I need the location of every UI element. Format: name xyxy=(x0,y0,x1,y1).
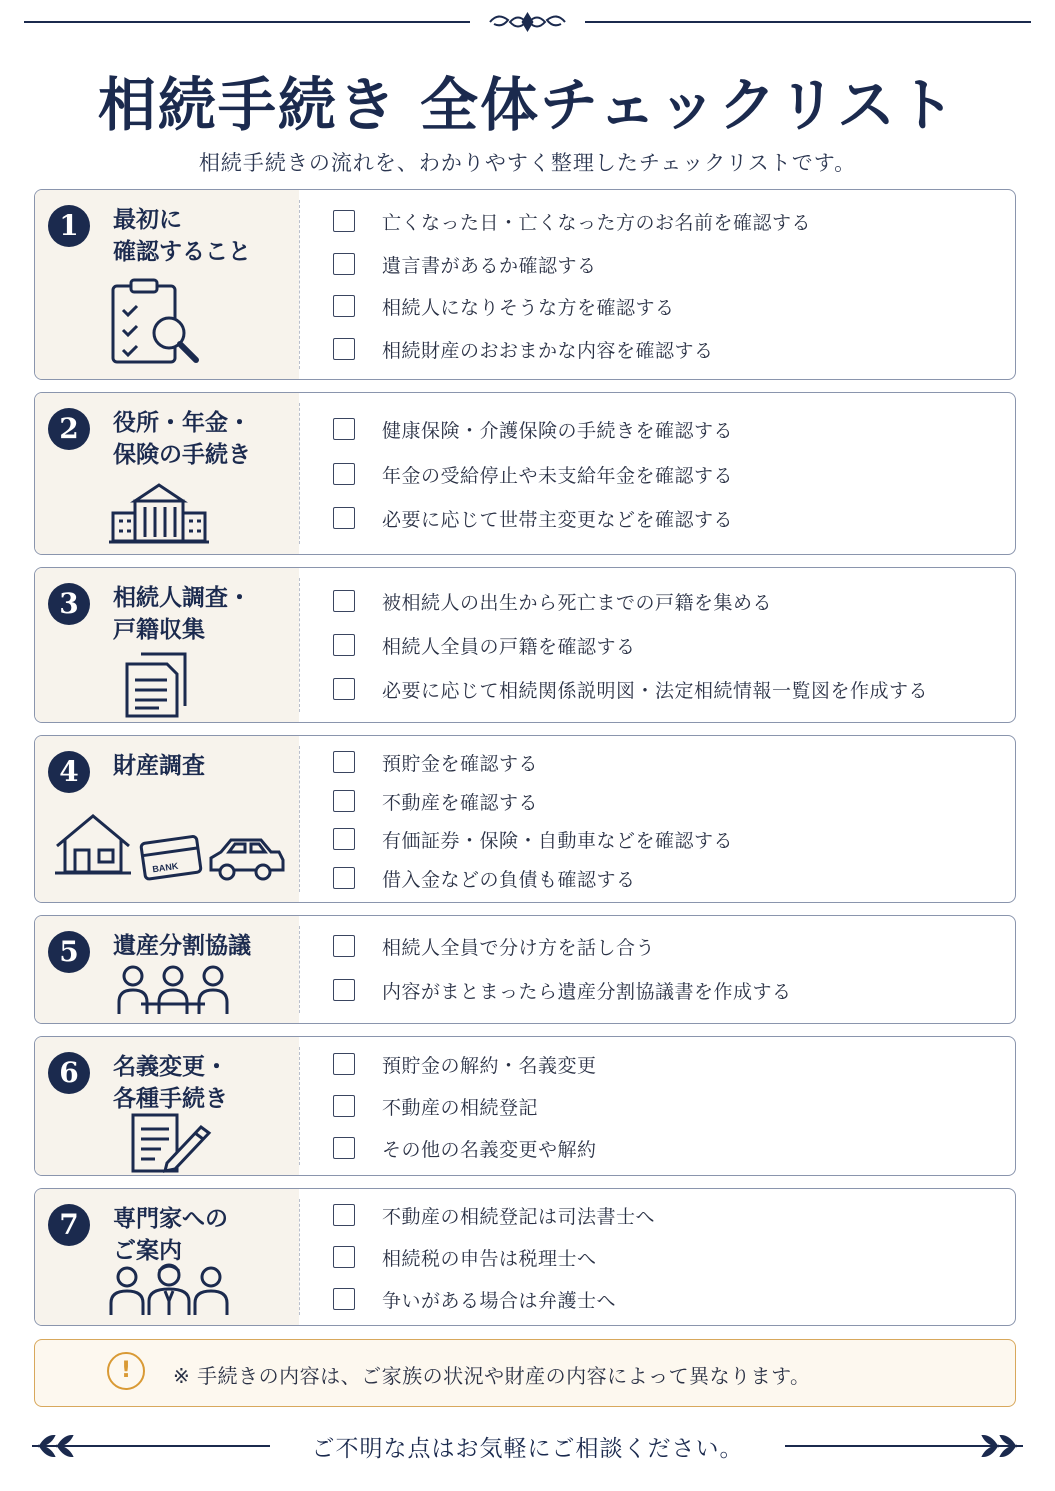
checklist-item-label: 不動産を確認する xyxy=(382,791,539,814)
notice-text: ※ 手続きの内容は、ご家族の状況や財産の内容によって異なります。 xyxy=(173,1364,811,1388)
checkbox[interactable] xyxy=(333,295,355,317)
checkbox[interactable] xyxy=(333,1053,355,1075)
checklist-item xyxy=(333,932,655,960)
checklist-item-label: 相続税の申告は税理士へ xyxy=(382,1247,597,1270)
checkbox[interactable] xyxy=(333,1204,355,1226)
section-number: 4 xyxy=(48,751,90,793)
checkbox[interactable] xyxy=(333,979,355,1001)
checklist-item-label: 必要に応じて世帯主変更などを確認する xyxy=(382,508,734,531)
section-6-name-change xyxy=(34,1036,1016,1176)
bank-card-label: BANK xyxy=(151,860,179,875)
section-3-heir-survey-koseki xyxy=(34,567,1016,723)
section-number: 6 xyxy=(48,1052,90,1094)
section-2-office-pension-insurance xyxy=(34,392,1016,555)
checklist-item xyxy=(333,1285,616,1313)
checkbox[interactable] xyxy=(333,1288,355,1310)
checklist-item-label: 相続人になりそうな方を確認する xyxy=(382,296,675,319)
section-title: 財産調査 xyxy=(113,753,205,779)
checklist-item-label: 争いがある場合は弁護士へ xyxy=(382,1289,617,1312)
checklist-item-label: 健康保険・介護保険の手続きを確認する xyxy=(382,419,734,442)
checklist-item xyxy=(333,787,538,815)
checkbox[interactable] xyxy=(333,634,355,656)
checkbox[interactable] xyxy=(333,1246,355,1268)
checklist-item xyxy=(333,460,733,488)
checkbox[interactable] xyxy=(333,790,355,812)
exclamation-icon: ! xyxy=(107,1352,145,1390)
checklist-item xyxy=(333,1243,597,1271)
checklist-item-label: 不動産の相続登記 xyxy=(382,1096,539,1119)
section-number: 1 xyxy=(48,205,90,247)
checklist-item xyxy=(333,675,928,703)
checklist-item xyxy=(333,504,733,532)
checklist-item-label: 内容がまとまったら遺産分割協議書を作成する xyxy=(382,980,792,1003)
checklist-item-label: 必要に応じて相続関係説明図・法定相続情報一覧図を作成する xyxy=(382,679,929,702)
checklist-item-label: 不動産の相続登記は司法書士へ xyxy=(382,1205,656,1228)
page-subtitle: 相続手続きの流れを、わかりやすく整理したチェックリストです。 xyxy=(198,151,857,175)
people-meeting-icon xyxy=(117,964,229,1018)
documents-icon xyxy=(123,650,193,718)
checklist-item-label: 相続人全員の戸籍を確認する xyxy=(382,635,636,658)
checkbox[interactable] xyxy=(333,418,355,440)
checkbox[interactable] xyxy=(333,210,355,232)
checklist-item xyxy=(333,1050,597,1078)
section-title: 専門家への ご案内 xyxy=(113,1206,228,1264)
section-title: 名義変更・ 各種手続き xyxy=(113,1054,228,1112)
section-1-first-checks xyxy=(34,189,1016,380)
checkbox[interactable] xyxy=(333,1095,355,1117)
checklist-item xyxy=(333,292,675,320)
checklist-item xyxy=(333,1134,597,1162)
checklist-item xyxy=(333,207,811,235)
experts-icon xyxy=(109,1263,229,1319)
checkbox[interactable] xyxy=(333,1137,355,1159)
section-title: 遺産分割協議 xyxy=(113,933,251,959)
checkbox[interactable] xyxy=(333,828,355,850)
section-number: 5 xyxy=(48,931,90,973)
checkbox[interactable] xyxy=(333,751,355,773)
checklist-item-label: 亡くなった日・亡くなった方のお名前を確認する xyxy=(382,211,812,234)
checklist-item-label: 有価証券・保険・自動車などを確認する xyxy=(382,829,734,852)
checkbox[interactable] xyxy=(333,253,355,275)
checkbox[interactable] xyxy=(333,935,355,957)
checklist-item xyxy=(333,250,597,278)
checklist-item xyxy=(333,1201,655,1229)
checkbox[interactable] xyxy=(333,867,355,889)
section-5-estate-division xyxy=(34,915,1016,1024)
clipboard-search-icon xyxy=(107,278,207,368)
document-pen-icon xyxy=(129,1113,215,1173)
page-title: 相続手続き 全体チェックリスト xyxy=(97,71,958,139)
checklist-item xyxy=(333,1092,538,1120)
checklist-item-label: 借入金などの負債も確認する xyxy=(382,868,636,891)
checklist-item-label: 年金の受給停止や未支給年金を確認する xyxy=(382,464,734,487)
section-4-asset-survey xyxy=(34,735,1016,903)
checklist-item xyxy=(333,587,772,615)
checklist-item xyxy=(333,631,636,659)
checklist-item xyxy=(333,976,792,1004)
checklist-item-label: 相続人全員で分け方を話し合う xyxy=(382,936,656,959)
checklist-item xyxy=(333,748,538,776)
notice-box xyxy=(34,1339,1016,1407)
section-title: 相続人調査・ 戸籍収集 xyxy=(113,585,251,643)
checkbox[interactable] xyxy=(333,463,355,485)
checklist-item xyxy=(333,825,733,853)
checkbox[interactable] xyxy=(333,590,355,612)
checklist-item-label: その他の名義変更や解約 xyxy=(382,1138,597,1161)
checklist-item xyxy=(333,415,733,443)
checklist-item xyxy=(333,864,636,892)
checklist-item-label: 預貯金の解約・名義変更 xyxy=(382,1054,597,1077)
checklist-item-label: 被相続人の出生から死亡までの戸籍を集める xyxy=(382,591,773,614)
section-7-experts xyxy=(34,1188,1016,1326)
section-title: 最初に 確認すること xyxy=(113,207,251,265)
checklist-item-label: 相続財産のおおまかな内容を確認する xyxy=(382,339,714,362)
checkbox[interactable] xyxy=(333,678,355,700)
section-number: 7 xyxy=(48,1204,90,1246)
section-number: 3 xyxy=(48,583,90,625)
government-building-icon xyxy=(109,481,209,545)
section-title: 役所・年金・ 保険の手続き xyxy=(113,410,251,468)
checkbox[interactable] xyxy=(333,338,355,360)
top-ornament xyxy=(24,8,1031,36)
checklist-item-label: 預貯金を確認する xyxy=(382,752,539,775)
checkbox[interactable] xyxy=(333,507,355,529)
house-bank-car-icon xyxy=(55,810,285,886)
footer-text: ご不明な点はお気軽にご相談ください。 xyxy=(311,1436,744,1462)
section-number: 2 xyxy=(48,408,90,450)
checklist-item xyxy=(333,335,714,363)
checklist-item-label: 遺言書があるか確認する xyxy=(382,254,597,277)
